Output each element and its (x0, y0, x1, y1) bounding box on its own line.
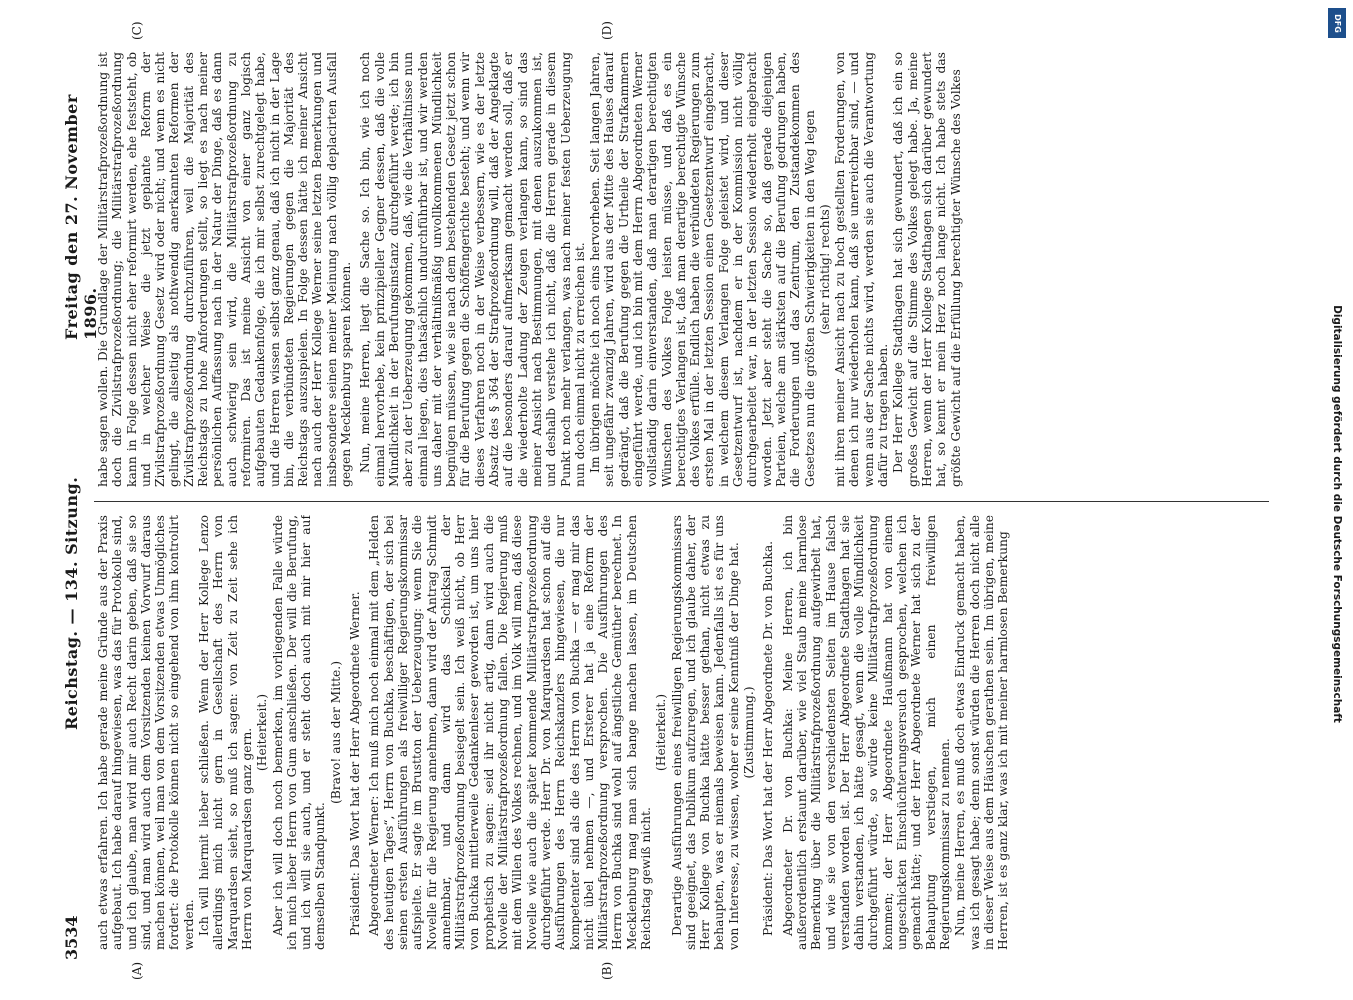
page-header (60, 40, 100, 960)
left-column-paragraph: Abgeordneter Dr. von Buchka: Meine Herren, ich bin außerordentlich erstaunt darüber, wie viel Staub meine harmlose Bemerkung über die Militärstrafprozeßordnung aufgewirbelt hat, und wie sie von den verschiedensten Seiten im Hause falsch verstanden worden ist. Der Herr Abgeordnete Stadthagen hat sie dahin verstanden, ich hätte gesagt, wenn die volle Mündlichkeit durchgeführt würde, so würde keine Militärstrafprozeßordnung kommen; der Herr Abgeordnete Haußmann hat von einem ungeschickten Einschüchterungsversuch gesprochen, welchen ich gemacht hätte; und der Herr Abgeordnete Werner hat sich zu der Behauptung verstiegen, mich einen freiwilligen Regierungskommissar zu nennen. (780, 515, 952, 950)
left-column-paragraph: Ich will hiermit lieber schließen. Wenn der Herr Kollege Lenzo allerdings mich nicht gern in Gesellschaft des Herrn von Marquardsen sieht, so muß ich sagen: von Zeit zu Zeit sehe ich Herrn von Marquardsen ganz gern. (197, 515, 254, 950)
right-column-paragraph: Nun, meine Herren, liegt die Sache so. Ich bin, wie ich noch einmal hervorhebe, kein prinzipieller Gegner dessen, daß die volle Mündlichkeit in der Berufungsinstanz durchgeführt werde; ich bin aber zu der Ueberzeugung gekommen, daß, wie die Verhältnisse nun einmal liegen, dies thatsächlich undurchführbar ist, und wir werden uns daher mit der verhältnißmäßig unvollkommenen Mündlichkeit begnügen müssen, wie sie nach dem bestehenden Gesetz jetzt schon für die Berufung gegen die Schöffengerichte besteht; und wenn wir dieses Verfahren noch in der Weise verbessern, wie es der letzte Absatz des § 364 der Strafprozeßordnung will, daß der Angeklagte auf die besonders darauf aufmerksam gemacht werden soll, daß er die wiederholte Ladung der Zeugen verlangen kann, so sind das meiner Ansicht nach Bestimmungen, mit denen auszukommen ist, und deshalb verstehe ich nicht, daß die Herren gerade in diesem Punkt noch mehr verlangen, was nach meiner festen Ueberzeugung nun doch einmal nicht zu erreichen ist. (358, 52, 587, 487)
left-column-paragraph: Derartige Ausführungen eines freiwilligen Regierungskommissars sind geeignet, das Publikum aufzuregen, und ich glaube daher, der Herr Kollege von Buchka hätte besser gethan, nicht etwas zu behaupten, was er niemals beweisen kann. Jedenfalls ist es für uns von Interesse, zu wissen, woher er seine Kenntniß der Dinge hat. (669, 515, 741, 950)
left-column-paragraph: Aber ich will doch noch bemerken, im vorliegenden Falle würde ich mich lieber Herrn von Gum anschließen. Der will die Berufung, und ich will sie auch, und er steht doch auch mit mir hier auf demselben Standpunkt. (270, 515, 328, 950)
digitization-text: Digitalisierung gefördert durch die Deutsche Forschungsgemeinschaft (1331, 305, 1343, 723)
right-column-paragraph: (sehr richtig! rechts) (817, 204, 832, 335)
left-column-paragraph: Präsident: Das Wort hat der Herr Abgeordnete Werner. (348, 591, 363, 936)
left-column-paragraph: (Zustimmung.) (742, 686, 757, 779)
margin-mark-d: (D) (600, 21, 614, 40)
page-number: 3534 (62, 915, 81, 960)
left-column-paragraph: (Bravo! aus der Mitte.) (328, 660, 343, 805)
left-column-paragraph: Nun, meine Herren, es muß doch etwas Eindruck gemacht haben, was ich gesagt habe; denn sonst würden die Herren doch nicht alle in dieser Weise aus dem Häuschen gerathen sein. Im übrigen, meine Herren, ist es ganz klar, was ich mit meiner harmlosen Bemerkung (953, 515, 1011, 950)
left-column-paragraph: Präsident: Das Wort hat der Herr Abgeordnete Dr. von Buchka. (761, 540, 776, 936)
column-divider (94, 501, 1269, 502)
digitization-notice (1327, 8, 1347, 988)
margin-mark-b: (B) (600, 961, 614, 980)
dfg-logo: DFG (1328, 8, 1346, 38)
margin-mark-c: (C) (130, 21, 144, 40)
left-column-paragraph: (Heiterkeit.) (654, 693, 669, 772)
left-column (96, 515, 1266, 950)
session-title: Reichstag. — 134. Sitzung. (62, 476, 81, 730)
margin-mark-a: (A) (130, 961, 144, 980)
right-column-paragraph: mit ihren meiner Ansicht nach zu hoch gestellten Forderungen, von denen ich nur wiederholen kann, daß sie unerreichbar sind, — und wenn aus der Sache nichts wird, werden sie auch die Verantwortung dafür zu tragen haben. (833, 52, 891, 487)
left-column-paragraph: (Heiterkeit.) (255, 693, 270, 772)
right-column-paragraph: habe sagen wollen. Die Grundlage der Militärstrafprozeßordnung ist doch die Zivilstrafprozeßordnung; die Militärstrafprozeßordnung kann in Folge dessen nicht eher reformirt werden, ehe feststeht, ob und in welcher Weise die jetzt geplante Reform der Zivilstrafprozeßordnung Gesetz wird oder nicht; und wenn es nicht gelingt, die allseitig als nothwendig anerkannten Reformen der Zivilstrafprozeßordnung durchzuführen, weil die Majorität des Reichstags zu hohe Anforderungen stellt, so liegt es nach meiner persönlichen Auffassung nach in der Natur der Dinge, daß es dann auch schwierig sein wird, die Militärstrafprozeßordnung zu reformiren. Das ist meine Ansicht von einer ganz logisch aufgebauten Gedankenfolge, die ich mir selbst zurechtgelegt habe, und die Herren wissen selbst ganz genau, daß ich nicht in der Lage bin, die verbündeten Regierungen gegen die Majorität des Reichstags auszuspielen. In Folge dessen hätte ich meiner Ansicht nach auch der Herr Kollege Werner seine letzten Bemerkungen und insbesondere seinen meiner Meinung nach völlig deplacirten Ausfall gegen Mecklenburg sparen können. (96, 52, 354, 487)
right-column-paragraph: Der Herr Kollege Stadthagen hat sich gewundert, daß ich ein so großes Gewicht auf die Stimme des Volkes gelegt habe. Ja, meine Herren, wenn der Herr Kollege Stadthagen sich darüber gewundert hat, so kennt er mein Herz noch lange nicht. Ich habe stets das größte Gewicht auf die Erfüllung berechtigter Wünsche des Volkes (891, 52, 963, 487)
right-column (96, 52, 1266, 487)
left-column-paragraph: Abgeordneter Werner: Ich muß mich noch einmal mit dem „Helden des heutigen Tages“, Herrn von Buchka, beschäftigen, der sich bei seinen ersten Ausführungen als freiwilliger Regierungskommissar aufspielte. Er sagte im Brustton der Ueberzeugung: wenn Sie die Novelle für die Regierung annehmen, dann wird der Antrag Schmidt annehmbar, und dann wird das Schicksal der Militärstrafprozeßordnung besiegelt sein. Ich weiß nicht, ob Herr von Buchka mittlerweile Gedankenleser geworden ist, um uns hier prophetisch zu sagen: seid ihr nicht artig, dann wird auch die Novelle der Militärstrafprozeßordnung fallen. Die Regierung muß mit dem Willen des Volkes rechnen, und im Volk will man, daß diese Novelle wie auch die später kommende Militärstrafprozeßordnung durchgeführt werde. Herr Dr. von Marquardsen hat schon auf die Ausführungen des Herrn Reichskanzlers hingewiesen, die nur kompetenter sind als die des Herrn von Buchka — er mag mir das nicht übel nehmen —, und Ersterer hat ja eine Reform der Militärstrafprozeßordnung versprochen. Die Ausführungen des Herrn von Buchka sind wohl auf ängstliche Gemüther berechnet. In Mecklenburg mag man sich bange machen lassen, im Deutschen Reichstag gewiß nicht. (367, 515, 653, 950)
right-column-paragraph: Im übrigen möchte ich noch eins hervorheben. Seit langen Jahren, seit ungefähr zwanzig Jahren, wird aus der Mitte des Hauses darauf gedrängt, daß die Berufung gegen die Urtheile der Strafkammern eingeführt werde, und ich bin mit dem Herrn Abgeordneten Werner vollständig darin einverstanden, daß man derartigen berechtigten Wünschen des Volkes Folge leisten müsse, und daß es ein berechtigtes Verlangen ist, daß man derartige berechtigte Wünsche des Volkes erfülle. Endlich haben die verbündeten Regierungen zum ersten Mal in der letzten Session einen Gesetzentwurf eingebracht, in welchem diesem Verlangen Folge geleistet wird, und dieser Gesetzentwurf ist, nachdem er in der Kommission nicht völlig durchgearbeitet war, in der letzten Session wiederholt eingebracht worden. Jetzt aber steht die Sache so, daß gerade diejenigen Parteien, welche am stärksten auf die Berufung gedrungen haben, die Forderungen und das Zentrum, den Zustandekommen des Gesetzes nun die größten Schwierigkeiten in den Weg legen (588, 52, 817, 487)
session-date: Freitag den 27. November 1896. (62, 94, 100, 340)
left-column-paragraph: auch etwas erfahren. Ich habe gerade meine Gründe aus der Praxis aufgebaut. Ich habe darauf hingewiesen, was das für Protokolle sind, und ich glaube, man wird mir auch Recht darin geben, daß sie so sind, und man wird auch dem Vorsitzenden keinen Vorwurf daraus machen können, weil man von dem Vorsitzenden etwas Unmögliches fordert: die Protokolle können nicht so eingehend von ihm kontrolirt werden. (96, 515, 196, 950)
